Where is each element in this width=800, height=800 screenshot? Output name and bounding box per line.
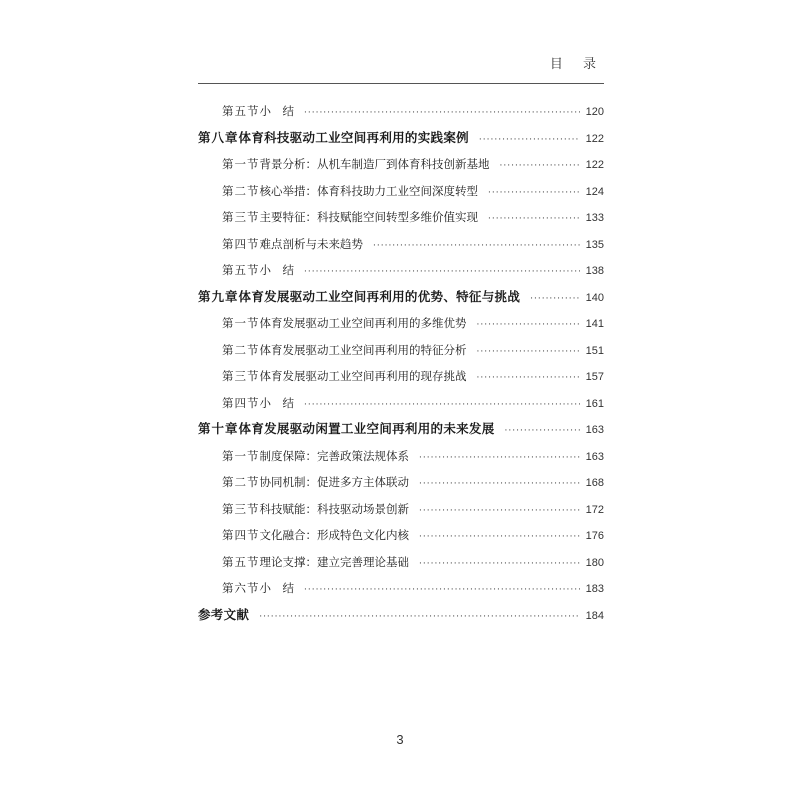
dot-leader [500, 153, 580, 180]
toc-section-entry[interactable] [198, 575, 604, 602]
toc-chapter-entry[interactable] [198, 125, 604, 152]
toc-entry-page: 163 [585, 424, 604, 436]
toc-entry-number: 第二节 [222, 342, 260, 357]
toc-entry-title: 体育发展驱动工业空间再利用的多维优势 [259, 316, 467, 330]
toc-entry-title: 主要特征：科技赋能空间转型多维价值实现 [259, 210, 478, 224]
toc-entry-page: 184 [585, 609, 604, 622]
toc-section-entry[interactable] [198, 522, 604, 549]
toc-entry-number: 第三节 [222, 501, 260, 516]
toc-entry-number: 第一节 [222, 448, 260, 463]
dot-leader [419, 498, 580, 525]
toc-entry-title: 核心举措：体育科技助力工业空间深度转型 [259, 183, 478, 198]
toc-section-entry[interactable] [198, 257, 604, 284]
page-number: 3 [396, 732, 404, 747]
header-rule [198, 83, 604, 84]
toc-entry-title: 小 结 [259, 104, 294, 118]
dot-leader [304, 392, 580, 419]
toc-entry-number: 第四节 [222, 236, 260, 251]
toc-entry-title: 科技赋能：科技驱动场景创新 [259, 501, 409, 516]
toc-entry-title: 体育科技驱动工业空间再利用的实践案例 [238, 129, 469, 145]
toc-entry-number: 第六节 [222, 581, 260, 595]
dot-leader [304, 259, 580, 286]
toc-entry-title: 协同机制：促进多方主体联动 [259, 475, 409, 489]
toc-section-entry[interactable] [198, 98, 604, 125]
dot-leader [304, 577, 580, 604]
toc-chapter-entry[interactable] [198, 416, 604, 443]
toc-entry-page: 122 [585, 132, 604, 145]
toc-entry-page: 124 [585, 185, 604, 198]
dot-leader [477, 312, 580, 339]
table-of-contents [198, 98, 604, 628]
dot-leader [479, 127, 580, 154]
dot-leader [477, 339, 580, 366]
toc-entry-number: 第八章 [198, 129, 239, 145]
dot-leader [419, 551, 580, 578]
toc-section-entry[interactable] [198, 204, 604, 231]
toc-entry-number: 第五节 [222, 554, 260, 569]
toc-entry-page: 183 [585, 583, 604, 595]
toc-entry-title: 参考文献 [198, 606, 250, 622]
toc-entry-page: 163 [585, 450, 604, 463]
toc-entry-page: 135 [585, 238, 604, 251]
toc-section-entry[interactable] [198, 496, 604, 523]
running-header-title: 目 录 [549, 57, 604, 72]
toc-entry-number: 第四节 [222, 395, 260, 410]
toc-entry-title: 小 结 [259, 263, 294, 277]
dot-leader [419, 471, 580, 498]
toc-entry-page: 141 [585, 318, 604, 330]
toc-section-entry[interactable] [198, 310, 604, 337]
toc-entry-page: 122 [585, 159, 604, 171]
toc-entry-title: 体育发展驱动工业空间再利用的现存挑战 [259, 369, 467, 383]
toc-entry-page: 138 [585, 265, 604, 277]
toc-section-entry[interactable] [198, 337, 604, 364]
toc-entry-number: 第一节 [222, 157, 260, 171]
toc-entry-page: 120 [585, 106, 604, 118]
toc-section-entry[interactable] [198, 363, 604, 390]
dot-leader [419, 524, 580, 551]
dot-leader [477, 365, 580, 392]
toc-entry-page: 168 [585, 477, 604, 489]
toc-entry-page: 133 [585, 212, 604, 224]
toc-entry-title: 文化融合：形成特色文化内核 [259, 528, 409, 542]
toc-entry-number: 第五节 [222, 104, 260, 118]
toc-section-entry[interactable] [198, 469, 604, 496]
toc-entry-title: 背景分析：从机车制造厂到体育科技创新基地 [259, 157, 490, 171]
toc-section-entry[interactable] [198, 231, 604, 258]
dot-leader [488, 206, 580, 233]
dot-leader [505, 418, 580, 445]
toc-entry-page: 151 [585, 344, 604, 357]
dot-leader [259, 604, 579, 631]
toc-entry-title: 难点剖析与未来趋势 [259, 236, 363, 251]
toc-entry-title: 体育发展驱动工业空间再利用的优势、特征与挑战 [238, 288, 521, 304]
toc-section-entry[interactable] [198, 178, 604, 205]
toc-entry-number: 第二节 [222, 475, 260, 489]
toc-section-entry[interactable] [198, 549, 604, 576]
toc-entry-number: 第十章 [198, 421, 239, 436]
toc-entry-page: 180 [585, 556, 604, 569]
toc-entry-number: 第五节 [222, 263, 260, 277]
dot-leader [373, 233, 580, 260]
toc-section-entry[interactable] [198, 151, 604, 178]
toc-entry-title: 体育发展驱动工业空间再利用的特征分析 [259, 342, 467, 357]
toc-section-entry[interactable] [198, 390, 604, 417]
toc-entry-number: 第三节 [222, 369, 260, 383]
toc-entry-number: 第九章 [198, 288, 239, 304]
toc-entry-page: 172 [585, 503, 604, 516]
toc-entry-number: 第二节 [222, 183, 260, 198]
toc-section-entry[interactable] [198, 443, 604, 470]
toc-entry-title: 体育发展驱动闲置工业空间再利用的未来发展 [238, 421, 495, 436]
toc-entry-page: 176 [585, 530, 604, 542]
toc-entry-title: 理论支撑：建立完善理论基础 [259, 554, 409, 569]
toc-entry-page: 140 [585, 291, 604, 304]
toc-entry-page: 157 [585, 371, 604, 383]
dot-leader [304, 100, 580, 127]
toc-chapter-entry[interactable] [198, 602, 604, 629]
toc-chapter-entry[interactable] [198, 284, 604, 311]
toc-entry-title: 制度保障：完善政策法规体系 [259, 448, 409, 463]
toc-entry-title: 小 结 [259, 581, 294, 595]
dot-leader [530, 286, 580, 313]
toc-entry-number: 第四节 [222, 528, 260, 542]
dot-leader [488, 180, 580, 207]
toc-entry-page: 161 [585, 397, 604, 410]
toc-entry-number: 第三节 [222, 210, 260, 224]
toc-entry-title: 小 结 [259, 395, 294, 410]
toc-entry-number: 第一节 [222, 316, 260, 330]
dot-leader [419, 445, 580, 472]
